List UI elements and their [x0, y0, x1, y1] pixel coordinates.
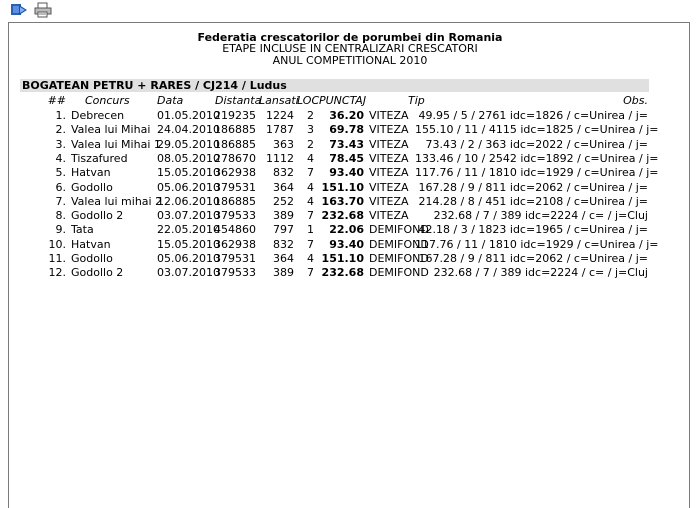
- table-cell-punctaj: 151.10: [321, 181, 364, 194]
- table-cell-loc: 3: [307, 123, 314, 136]
- table-cell-obs: 73.43 / 2 / 363 idc=2022 / c=Unirea / j=: [425, 138, 648, 151]
- table-cell-lansati: 1112: [266, 152, 294, 165]
- table-cell-tip: DEMIFOND: [369, 266, 429, 279]
- table-cell-obs: 214.28 / 8 / 451 idc=2108 / c=Unirea / j=: [418, 195, 648, 208]
- table-cell-obs: 49.95 / 5 / 2761 idc=1826 / c=Unirea / j=: [418, 109, 648, 122]
- table-cell-data: 03.07.2010: [157, 266, 220, 279]
- table-cell-lansati: 389: [273, 209, 294, 222]
- table-cell-data: 05.06.2010: [157, 181, 220, 194]
- table-cell-num: 8.: [55, 209, 66, 222]
- table-cell-tip: VITEZA: [369, 181, 409, 194]
- page-subtitle: ETAPE INCLUSE IN CENTRALIZARI CRESCATORI: [222, 42, 478, 55]
- page-title: Federatia crescatorilor de porumbei din Romania: [197, 31, 503, 44]
- table-cell-punctaj: 73.43: [329, 138, 364, 151]
- table-cell-obs: 155.10 / 11 / 4115 idc=1825 / c=Unirea / j=: [415, 123, 659, 136]
- table-cell-lansati: 364: [273, 252, 294, 265]
- column-header-loc: LOC: [297, 94, 320, 107]
- table-cell-num: 2.: [55, 123, 66, 136]
- table-cell-distanta: 379533: [214, 266, 256, 279]
- breeder-name: BOGATEAN PETRU + RARES / CJ214 / Ludus: [22, 79, 287, 92]
- table-cell-lansati: 364: [273, 181, 294, 194]
- table-cell-concurs: Tata: [71, 223, 94, 236]
- table-cell-obs: 42.18 / 3 / 1823 idc=1965 / c=Unirea / j=: [418, 223, 648, 236]
- breeder-bar: [20, 79, 649, 92]
- table-cell-tip: VITEZA: [369, 152, 409, 165]
- table-cell-obs: 117.76 / 11 / 1810 idc=1929 / c=Unirea / j=: [415, 238, 659, 251]
- table-cell-tip: VITEZA: [369, 195, 409, 208]
- table-cell-distanta: 186885: [214, 123, 256, 136]
- table-cell-obs: 167.28 / 9 / 811 idc=2062 / c=Unirea / j=: [418, 252, 648, 265]
- table-cell-tip: DEMIFOND: [369, 252, 429, 265]
- table-cell-num: 9.: [55, 223, 66, 236]
- table-cell-loc: 7: [307, 209, 314, 222]
- table-cell-punctaj: 163.70: [321, 195, 364, 208]
- table-cell-punctaj: 151.10: [321, 252, 364, 265]
- column-header-distanta: Distanta: [215, 94, 262, 107]
- table-cell-num: 6.: [55, 181, 66, 194]
- table-cell-data: 15.05.2010: [157, 238, 220, 251]
- table-cell-distanta: 219235: [214, 109, 256, 122]
- table-cell-punctaj: 78.45: [329, 152, 364, 165]
- table-cell-punctaj: 69.78: [329, 123, 364, 136]
- table-cell-lansati: 832: [273, 238, 294, 251]
- table-cell-concurs: Tiszafured: [71, 152, 128, 165]
- table-cell-lansati: 363: [273, 138, 294, 151]
- table-cell-lansati: 832: [273, 166, 294, 179]
- table-cell-concurs: Godollo: [71, 181, 113, 194]
- table-cell-data: 12.06.2010: [157, 195, 220, 208]
- table-cell-data: 01.05.2010: [157, 109, 220, 122]
- table-cell-obs: 133.46 / 10 / 2542 idc=1892 / c=Unirea / j=: [415, 152, 659, 165]
- table-cell-punctaj: 22.06: [329, 223, 364, 236]
- table-cell-data: 05.06.2010: [157, 252, 220, 265]
- table-cell-loc: 1: [307, 223, 314, 236]
- table-cell-concurs: Debrecen: [71, 109, 125, 122]
- table-cell-tip: VITEZA: [369, 166, 409, 179]
- table-cell-distanta: 362938: [214, 166, 256, 179]
- table-cell-num: 1.: [55, 109, 66, 122]
- table-cell-punctaj: 36.20: [329, 109, 364, 122]
- column-header-obs: Obs.: [623, 94, 648, 107]
- table-cell-lansati: 1787: [266, 123, 294, 136]
- table-cell-punctaj: 232.68: [321, 266, 364, 279]
- table-cell-num: 4.: [55, 152, 66, 165]
- table-cell-tip: VITEZA: [369, 109, 409, 122]
- table-cell-loc: 4: [307, 195, 314, 208]
- table-cell-concurs: Valea lui mihai 2: [71, 195, 163, 208]
- table-cell-loc: 7: [307, 166, 314, 179]
- table-cell-loc: 2: [307, 109, 314, 122]
- table-cell-lansati: 389: [273, 266, 294, 279]
- table-cell-distanta: 186885: [214, 195, 256, 208]
- table-cell-loc: 2: [307, 138, 314, 151]
- table-cell-obs: 232.68 / 7 / 389 idc=2224 / c= / j=Cluj: [433, 266, 648, 279]
- table-cell-concurs: Hatvan: [71, 166, 111, 179]
- toolbar: [0, 0, 700, 22]
- column-header-concurs: Concurs: [85, 94, 130, 107]
- table-cell-distanta: 362938: [214, 238, 256, 251]
- table-cell-data: 24.04.2010: [157, 123, 220, 136]
- table-cell-num: 12.: [48, 266, 66, 279]
- column-header-tip: Tip: [408, 94, 425, 107]
- table-cell-data: 03.07.2010: [157, 209, 220, 222]
- table-cell-concurs: Valea lui Mihai: [71, 123, 151, 136]
- table-cell-distanta: 454860: [214, 223, 256, 236]
- table-cell-concurs: Godollo: [71, 252, 113, 265]
- column-header-data: Data: [157, 94, 184, 107]
- table-cell-num: 11.: [48, 252, 66, 265]
- table-cell-loc: 4: [307, 152, 314, 165]
- table-cell-punctaj: 93.40: [329, 166, 364, 179]
- table-cell-obs: 117.76 / 11 / 1810 idc=1929 / c=Unirea / j=: [415, 166, 659, 179]
- table-cell-num: 10.: [48, 238, 66, 251]
- table-cell-tip: DEMIFOND: [369, 238, 429, 251]
- print-icon[interactable]: [34, 2, 52, 18]
- table-cell-tip: DEMIFOND: [369, 223, 429, 236]
- table-cell-punctaj: 93.40: [329, 238, 364, 251]
- table-cell-data: 29.05.2010: [157, 138, 220, 151]
- table-cell-lansati: 797: [273, 223, 294, 236]
- table-cell-concurs: Godollo 2: [71, 209, 124, 222]
- table-cell-num: 7.: [55, 195, 66, 208]
- table-cell-lansati: 252: [273, 195, 294, 208]
- table-cell-data: 15.05.2010: [157, 166, 220, 179]
- column-header-punctaj: PUNCTAJ: [319, 94, 367, 107]
- table-cell-obs: 167.28 / 9 / 811 idc=2062 / c=Unirea / j=: [418, 181, 648, 194]
- season-label: ANUL COMPETITIONAL 2010: [272, 54, 428, 67]
- table-cell-tip: VITEZA: [369, 123, 409, 136]
- column-header-num: ##: [47, 94, 66, 107]
- table-cell-distanta: 278670: [214, 152, 256, 165]
- table-cell-data: 08.05.2010: [157, 152, 220, 165]
- table-cell-loc: 4: [307, 181, 314, 194]
- table-cell-num: 3.: [55, 138, 66, 151]
- table-cell-loc: 7: [307, 266, 314, 279]
- table-cell-loc: 4: [307, 252, 314, 265]
- table-cell-distanta: 379531: [214, 181, 256, 194]
- table-cell-concurs: Hatvan: [71, 238, 111, 251]
- table-cell-punctaj: 232.68: [321, 209, 364, 222]
- table-cell-distanta: 379533: [214, 209, 256, 222]
- table-cell-data: 22.05.2010: [157, 223, 220, 236]
- table-cell-loc: 7: [307, 238, 314, 251]
- table-cell-lansati: 1224: [266, 109, 294, 122]
- table-cell-num: 5.: [55, 166, 66, 179]
- column-header-lansati: Lansati: [259, 94, 299, 107]
- table-cell-concurs: Valea lui Mihai 1: [71, 138, 161, 151]
- table-cell-concurs: Godollo 2: [71, 266, 124, 279]
- table-cell-distanta: 186885: [214, 138, 256, 151]
- table-cell-tip: VITEZA: [369, 138, 409, 151]
- back-icon[interactable]: [10, 2, 28, 18]
- table-cell-distanta: 379531: [214, 252, 256, 265]
- table-cell-tip: VITEZA: [369, 209, 409, 222]
- table-cell-obs: 232.68 / 7 / 389 idc=2224 / c= / j=Cluj: [433, 209, 648, 222]
